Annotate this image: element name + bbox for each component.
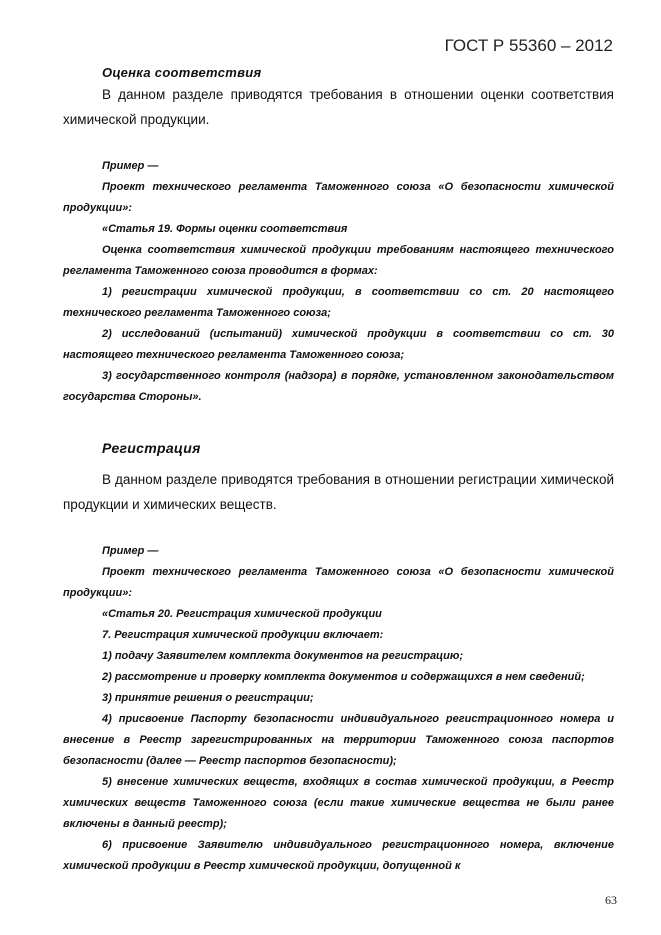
- example-line: 1) подачу Заявителем комплекта документов на регистрацию;: [102, 650, 464, 662]
- example-line: Оценка соответствия химической продукции требованиям настоящего технического регламента Таможенного союза проводится в формах:: [63, 244, 614, 277]
- example-line: 7. Регистрация химической продукции включает:: [102, 629, 384, 641]
- example-line: Проект технического регламента Таможенного союза «О безопасности химической продукции»:: [63, 566, 614, 599]
- example-line: Пример —: [102, 545, 159, 557]
- example-line: 2) рассмотрение и проверку комплекта документов и содержащихся в нем сведений;: [102, 671, 585, 683]
- example-line: 6) присвоение Заявителю индивидуального регистрационного номера, включение химической продукции в Реестр химической продукции, допущенной к: [63, 839, 614, 872]
- example-line: «Статья 20. Регистрация химической продукции: [102, 608, 382, 620]
- example-block-registration: [63, 541, 614, 877]
- example-line: 2) исследований (испытаний) химической продукции в соответствии со ст. 30 настоящего технического регламента Таможенного союза;: [63, 328, 614, 361]
- section-intro-conformity: В данном разделе приводятся требования в отношении оценки соответствия химической продукции.: [63, 87, 614, 127]
- example-line: 5) внесение химических веществ, входящих в состав химической продукции, в Реестр химических веществ Таможенного союза (если такие химические вещества не были ранее включены в данный реестр);: [63, 776, 614, 830]
- example-line: Проект технического регламента Таможенного союза «О безопасности химической продукции»:: [63, 181, 614, 214]
- example-line: 4) присвоение Паспорту безопасности индивидуального регистрационного номера и внесение в Реестр зарегистрированных на территории Таможенного союза паспортов безопасности (далее — Реестр паспортов безопасности);: [63, 713, 614, 767]
- example-line: 3) принятие решения о регистрации;: [102, 692, 314, 704]
- example-line: «Статья 19. Формы оценки соответствия: [102, 223, 348, 235]
- example-block-conformity: [63, 156, 614, 408]
- document-id-header: ГОСТ Р 55360 – 2012: [444, 36, 613, 55]
- example-line: 3) государственного контроля (надзора) в порядке, установленном законодательством государства Стороны».: [63, 370, 614, 403]
- example-line: Пример —: [102, 160, 159, 172]
- page-content: [63, 64, 614, 877]
- page-number: 63: [605, 893, 617, 907]
- section-heading-registration: Регистрация: [102, 440, 201, 456]
- section-intro-registration: В данном разделе приводятся требования в отношении регистрации химической продукции и химических веществ.: [63, 472, 614, 512]
- example-line: 1) регистрации химической продукции, в соответствии со ст. 20 настоящего технического регламента Таможенного союза;: [63, 286, 614, 319]
- section-heading-conformity: Оценка соответствия: [102, 65, 262, 80]
